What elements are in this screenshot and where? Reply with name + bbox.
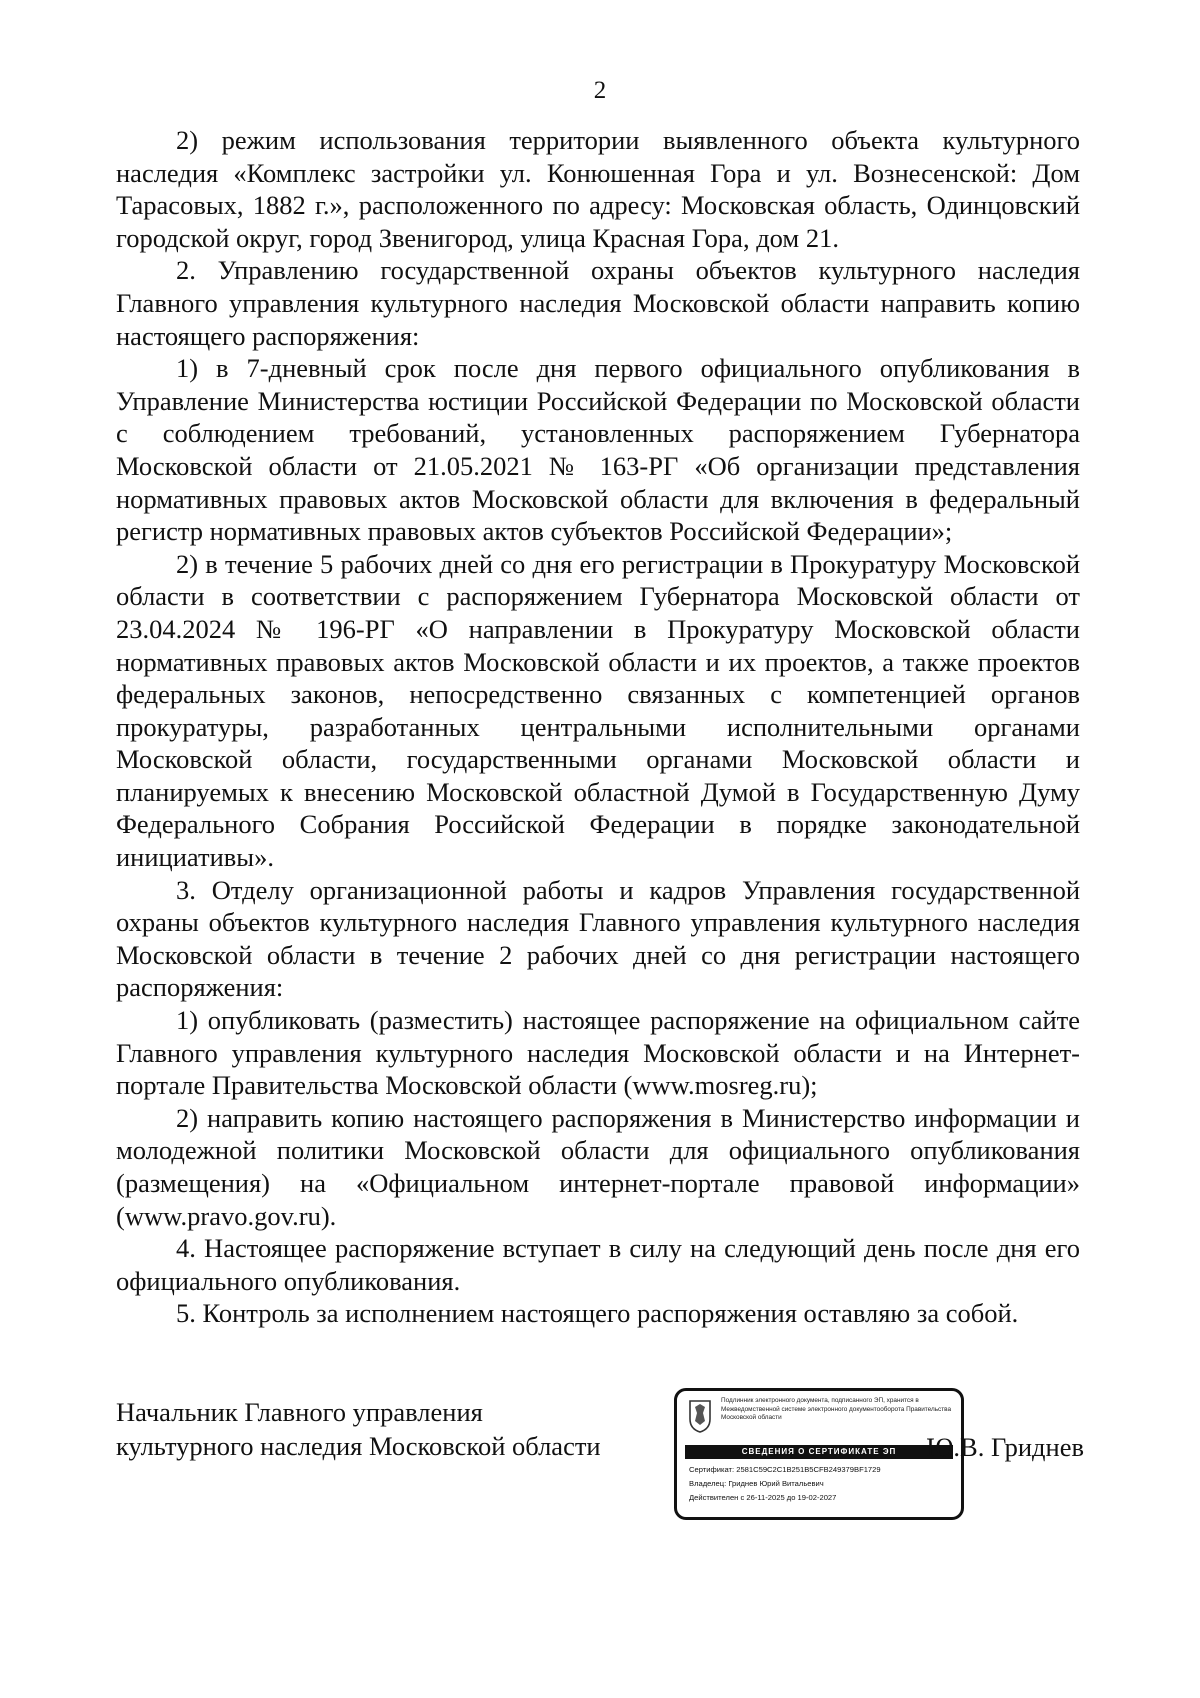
paragraph: 2. Управлению государственной охраны объектов культурного наследия Главного управления культурного наследия Московской области направить копию настоящего распоряжения: <box>116 255 1080 351</box>
paragraph: 1) в 7-дневный срок после дня первого официального опубликования в Управление Министерства юстиции Российской Федерации по Московской области с соблюдением требований, установленных распоряжением Губернатора Московской области от 21.05.2021 № 163-РГ «Об организации представления нормативных правовых актов Московской области для включения в федеральный регистр нормативных правовых актов субъектов Российской Федерации»; <box>116 353 1080 547</box>
signatory-name: Ю.В. Гриднев <box>926 1432 1084 1462</box>
stamp-band: СВЕДЕНИЯ О СЕРТИФИКАТЕ ЭП <box>685 1445 953 1459</box>
certificate-owner: Владелец: Гриднев Юрий Витальевич <box>689 1479 824 1488</box>
stamp-note: Подлинник электронного документа, подписанного ЭП, хранится в Межведомственной системе электронного документооборота Правительства Московской области <box>721 1397 952 1422</box>
paragraph: 3. Отделу организационной работы и кадров Управления государственной охраны объектов культурного наследия Главного управления культурного наследия Московской области в течение 2 рабочих дней со дня регистрации настоящего распоряжения: <box>116 874 1080 1003</box>
paragraph: 1) опубликовать (разместить) настоящее распоряжение на официальном сайте Главного управления культурного наследия Московской области и на Интернет-портале Правительства Московской области (www.mosreg.ru); <box>116 1005 1080 1101</box>
position-line-1: Начальник Главного управления <box>116 1397 483 1427</box>
signatory-position <box>116 1395 601 1463</box>
paragraph: 5. Контроль за исполнением настоящего распоряжения оставляю за собой. <box>176 1298 1019 1329</box>
paragraph: 2) в течение 5 рабочих дней со дня его регистрации в Прокуратуру Московской области в соответствии с распоряжением Губернатора Московской области от 23.04.2024 № 196-РГ «О направлении в Прокуратуру Московской области нормативных правовых актов Московской области и их проектов, а также проектов федеральных законов, непосредственно связанных с компетенцией органов прокуратуры, разработанных центральными исполнительными органами Московской области, государственными органами Московской области и планируемых к внесению Московской областной Думой в Государственную Думу Федерального Собрания Российской Федерации в порядке законодательной инициативы». <box>116 548 1080 873</box>
paragraph: 2) режим использования территории выявленного объекта культурного наследия «Комплекс застройки ул. Конюшенная Гора и ул. Вознесенской: Дом Тарасовых, 1882 г.», расположенного по адресу: Московская область, Одинцовский городской округ, город Звенигород, улица Красная Гора, дом 21. <box>116 125 1080 253</box>
paragraph: 4. Настоящее распоряжение вступает в силу на следующий день после дня его официального опубликования. <box>116 1233 1080 1296</box>
position-line-2: культурного наследия Московской области <box>116 1431 601 1461</box>
certificate-number: Сертификат: 2581C59C2C1B251B5CFB249379BF1729 <box>689 1465 881 1474</box>
certificate-validity: Действителен с 26-11-2025 до 19-02-2027 <box>689 1493 837 1502</box>
e-signature-stamp <box>674 1388 964 1520</box>
paragraph: 2) направить копию настоящего распоряжения в Министерство информации и молодежной политики Московской области для официального опубликования (размещения) на «Официальном интернет-портале правовой информации» (www.pravo.gov.ru). <box>116 1102 1080 1231</box>
document-body <box>116 124 1080 1330</box>
coat-of-arms-icon <box>687 1399 713 1433</box>
page-number: 2 <box>593 77 607 104</box>
